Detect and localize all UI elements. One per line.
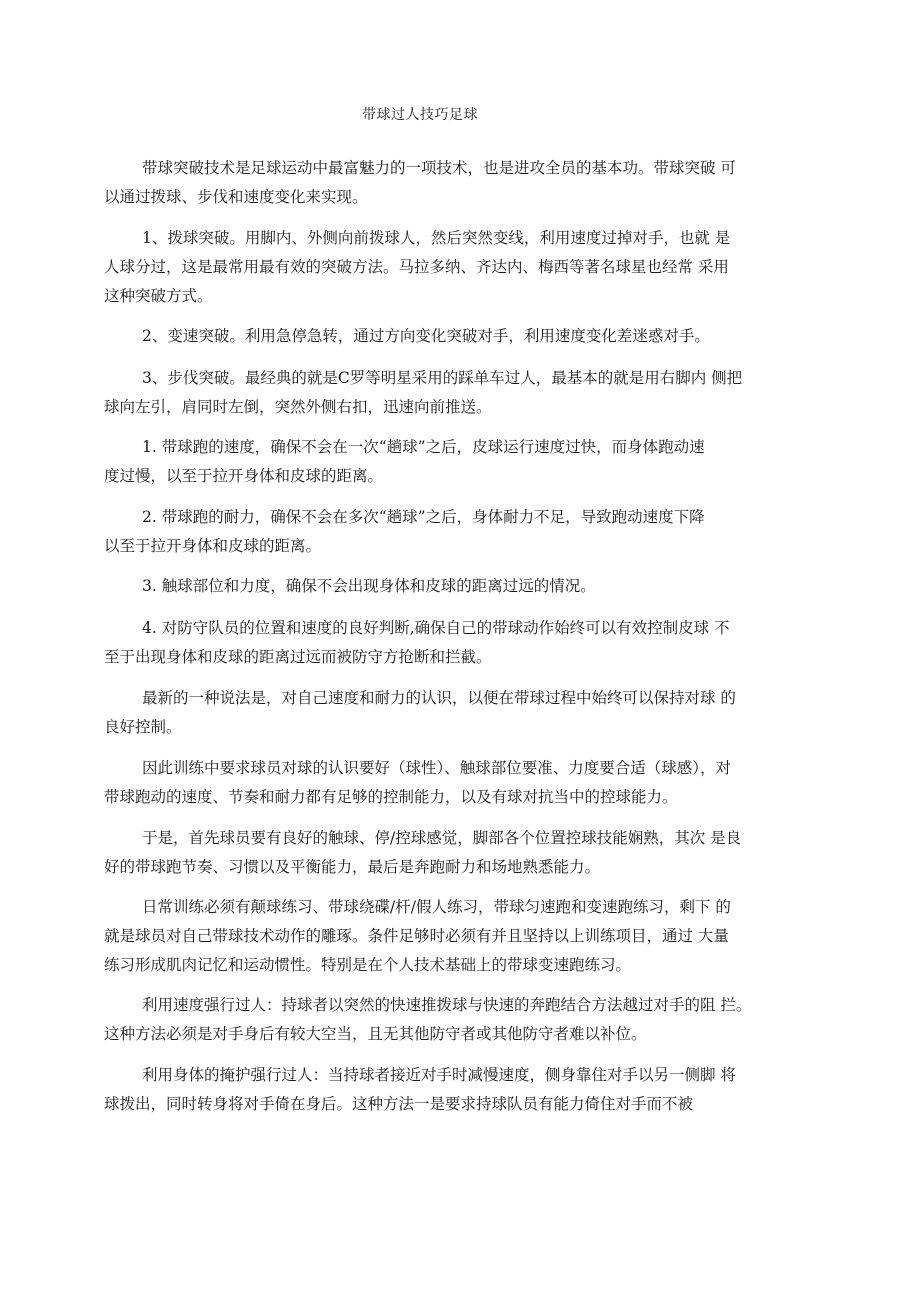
paragraph-line: 1、拨球突破。用脚内、外侧向前拨球人，然后突然变线，利用速度过掉对手，也就 是 bbox=[142, 229, 731, 247]
paragraph-line: 最新的一种说法是，对自己速度和耐力的认识，以便在带球过程中始终可以保持对球 的 bbox=[142, 689, 736, 707]
paragraph-speed-change bbox=[104, 322, 824, 351]
paragraph-line: 利用身体的掩护强行过人：当持球者接近对手时减慢速度，侧身靠住对手以另一侧脚 将 bbox=[142, 1066, 736, 1084]
paragraph-point-2 bbox=[104, 503, 824, 561]
paragraph-point-3 bbox=[104, 572, 824, 601]
paragraph-line: 练习形成肌肉记忆和运动惯性。特别是在个人技术基础上的带球变速跑练习。 bbox=[104, 956, 632, 974]
paragraph-line: 好的带球跑节奏、习惯以及平衡能力，最后是奔跑耐力和场地熟悉能力。 bbox=[104, 858, 601, 876]
paragraph-line: 球向左引，肩同时左倒，突然外侧右扣，迅速向前推送。 bbox=[104, 398, 492, 416]
paragraph-line: 度过慢，以至于拉开身体和皮球的距离。 bbox=[104, 467, 384, 485]
document-title: 带球过人技巧足球 bbox=[362, 107, 478, 123]
paragraph-line: 带球突破技术是足球运动中最富魅力的一项技术，也是进攻全员的基本功。带球突破 可 bbox=[142, 159, 736, 177]
paragraph-intro bbox=[104, 154, 824, 212]
paragraph-line: 至于出现身体和皮球的距离过远而被防守方抢断和拦截。 bbox=[104, 648, 492, 666]
paragraph-line: 良好控制。 bbox=[104, 718, 182, 736]
paragraph-line: 球拨出，同时转身将对手倚在身后。这种方法一是要求持球队员有能力倚住对手而不被 bbox=[104, 1095, 694, 1113]
paragraph-line: 2、变速突破。利用急停急转，通过方向变化突破对手，利用速度变化差迷惑对手。 bbox=[142, 327, 710, 345]
paragraph-line: 人球分过，这是最常用最有效的突破方法。马拉多纳、齐达内、梅西等著名球星也经常 采用 bbox=[104, 258, 729, 276]
paragraph-point-4 bbox=[104, 614, 824, 672]
paragraph-line: 以至于拉开身体和皮球的距离。 bbox=[104, 537, 322, 555]
paragraph-line: 以通过拨球、步伐和速度变化来实现。 bbox=[104, 188, 368, 206]
paragraph-line: 于是，首先球员要有良好的触球、停/控球感觉，脚部各个位置控球技能娴熟，其次 是良 bbox=[142, 829, 742, 847]
paragraph-line: 3. 触球部位和力度，确保不会出现身体和皮球的距离过远的情况。 bbox=[142, 577, 596, 595]
paragraph-speed-beat bbox=[104, 991, 824, 1049]
paragraph-daily-training bbox=[104, 893, 824, 980]
paragraph-footwork bbox=[104, 364, 824, 422]
paragraph-line: 1. 带球跑的速度，确保不会在一次“趟球”之后，皮球运行速度过快，而身体跑动速 bbox=[142, 438, 705, 456]
paragraph-line: 就是球员对自己带球技术动作的雕琢。条件足够时必须有并且坚持以上训练项目，通过 大量 bbox=[104, 927, 729, 945]
paragraph-line: 利用速度强行过人：持球者以突然的快速推拨球与快速的奔跑结合方法越过对手的阻 拦。 bbox=[142, 996, 752, 1014]
paragraph-line: 日常训练必须有颠球练习、带球绕碟/杆/假人练习，带球匀速跑和变速跑练习，剩下 的 bbox=[142, 898, 731, 916]
paragraph-line: 因此训练中要求球员对球的认识要好（球性）、触球部位要准、力度要合适（球感），对 bbox=[142, 759, 732, 777]
paragraph-line: 这种突破方式。 bbox=[104, 287, 213, 305]
paragraph-point-1 bbox=[104, 433, 824, 491]
paragraph-body-shield bbox=[104, 1061, 824, 1119]
paragraph-ball-feel bbox=[104, 824, 824, 882]
paragraph-line: 带球跑动的速度、节奏和耐力都有足够的控制能力，以及有球对抗当中的控球能力。 bbox=[104, 788, 678, 806]
paragraph-line: 这种方法必须是对手身后有较大空当，且无其他防守者或其他防守者难以补位。 bbox=[104, 1025, 647, 1043]
paragraph-line: 2. 带球跑的耐力，确保不会在多次“趟球”之后，身体耐力不足，导致跑动速度下降 bbox=[142, 508, 705, 526]
paragraph-line: 3、步伐突破。最经典的就是C罗等明星采用的踩单车过人，最基本的就是用右脚内 侧把 bbox=[142, 369, 743, 387]
paragraph-dribble-push bbox=[104, 224, 824, 311]
paragraph-line: 4. 对防守队员的位置和速度的良好判断,确保自己的带球动作始终可以有效控制皮球 不 bbox=[142, 619, 730, 637]
paragraph-training-requirements bbox=[104, 754, 824, 812]
paragraph-latest-view bbox=[104, 684, 824, 742]
